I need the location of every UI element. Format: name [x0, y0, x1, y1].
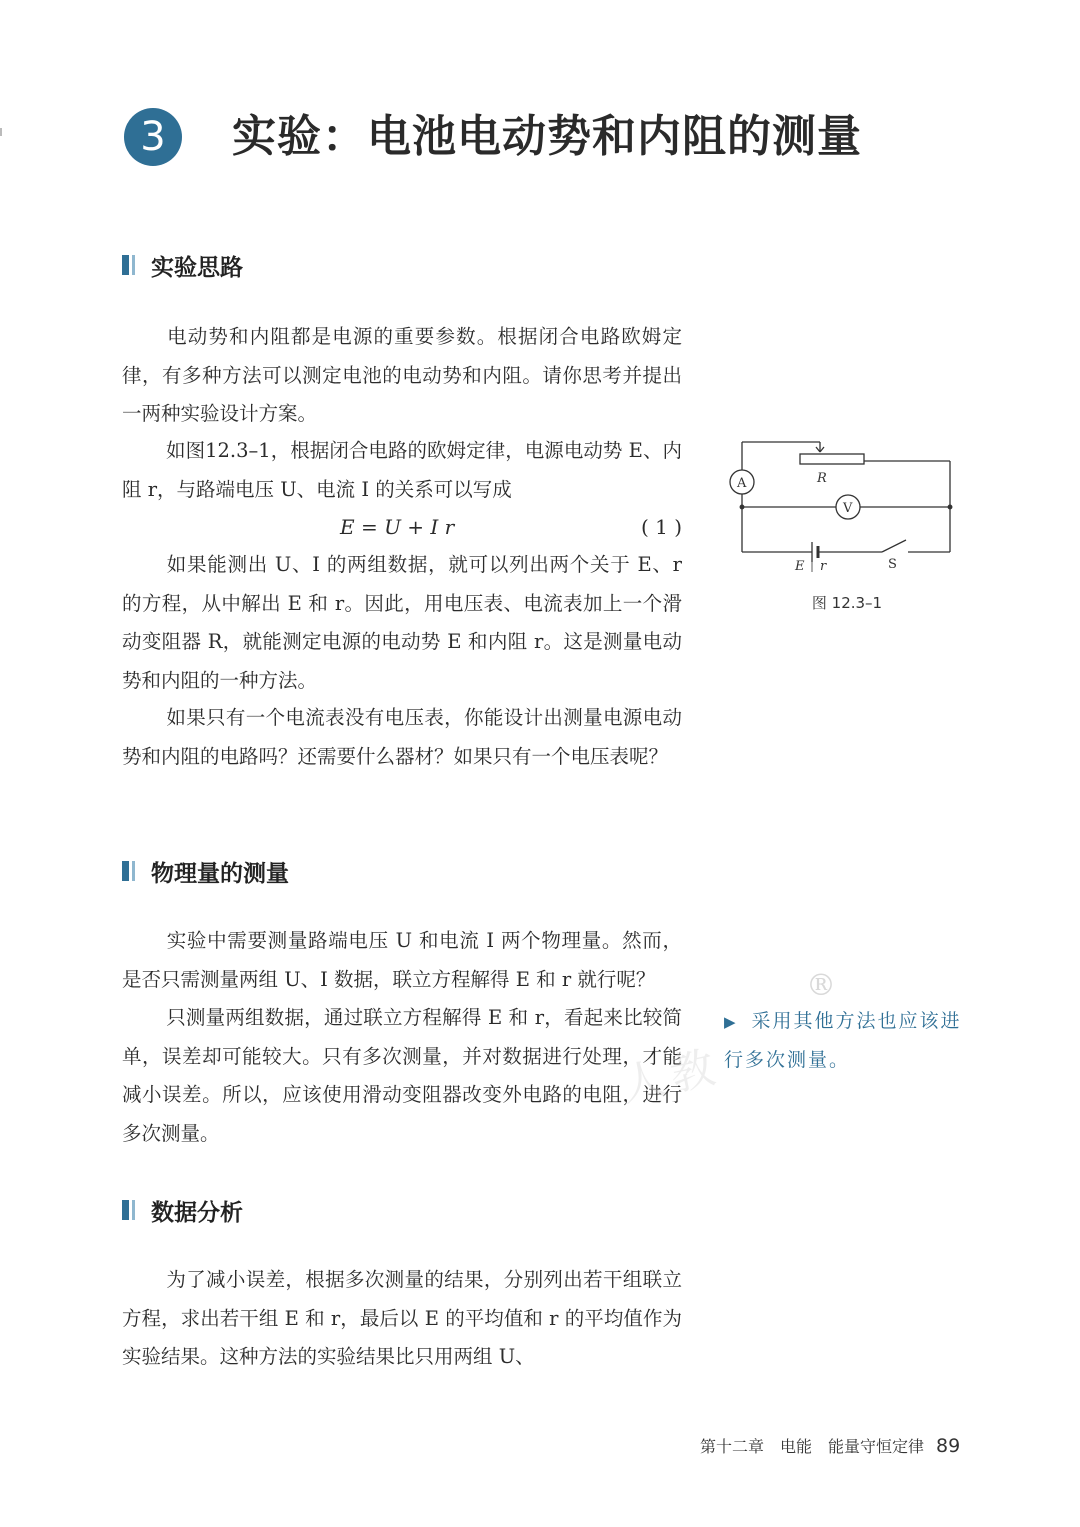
label-V: V [843, 501, 853, 516]
label-E: E [795, 559, 805, 574]
rheostat-icon [800, 454, 864, 464]
switch-icon [882, 540, 906, 552]
paragraph-2: 如图12.3–1，根据闭合电路的欧姆定律，电源电动势 E、内阻 r，与路端电压 U、电流 I 的关系可以写成 [122, 439, 682, 501]
watermark-registered-icon: ® [806, 968, 836, 1003]
heading-experiment-idea [122, 250, 243, 280]
equation-line [122, 508, 682, 546]
heading-bar-icon [122, 861, 129, 881]
heading-bar-icon [122, 255, 129, 275]
paragraph-1: 电动势和内阻都是电源的重要参数。根据闭合电路欧姆定律，有多种方法可以测定电池的电动势和内阻。请你思考并提出一两种实验设计方案。 [122, 325, 682, 425]
paragraph-5: 实验中需要测量路端电压 U 和电流 I 两个物理量。然而，是否只需测量两组 U、I 数据，联立方程解得 E 和 r 就行呢？ [122, 929, 682, 991]
equation-number: ( 1 ) [640, 515, 682, 539]
label-A: A [737, 476, 747, 491]
label-r: r [820, 559, 827, 574]
heading-bar-icon [132, 1200, 135, 1220]
junction-dot [948, 505, 952, 509]
figure-caption: 图 12.3–1 [811, 594, 883, 612]
paragraph-4: 如果只有一个电流表没有电压表，你能设计出测量电源电动势和内阻的电路吗？还需要什么器材？如果只有一个电压表呢？ [122, 706, 682, 768]
section-number-badge: 3 [124, 108, 182, 166]
paragraph-7: 为了减小误差，根据多次测量的结果，分别列出若干组联立方程，求出若干组 E 和 r，最后以 E 的平均值和 r 的平均值作为实验结果。这种方法的实验结果比只用两组 U、 [122, 1268, 682, 1368]
page-edge-mark [0, 128, 2, 136]
label-S: S [888, 557, 897, 572]
footer-chapter: 第十二章 电能 能量守恒定律 [700, 1437, 925, 1456]
heading-data-analysis [122, 1195, 243, 1225]
triangle-right-icon: ▶ [724, 1013, 738, 1031]
heading-text: 数据分析 [151, 1199, 243, 1226]
equation: E = U + I r [340, 515, 455, 539]
label-R: R [817, 471, 827, 486]
page-number: 89 [936, 1435, 961, 1457]
heading-bar-icon [132, 255, 135, 275]
heading-bar-icon [132, 861, 135, 881]
paragraph-3: 如果能测出 U、I 的两组数据，就可以列出两个关于 E、r 的方程，从中解出 E 和 r。因此，用电压表、电流表加上一个滑动变阻器 R，就能测定电源的电动势 E 和内阻 r。这是测量电动势和内阻的一种方法。 [122, 553, 682, 692]
paragraph-6: 只测量两组数据，通过联立方程解得 E 和 r，看起来比较简单，误差却可能较大。只有多次测量，并对数据进行处理，才能减小误差。所以，应该使用滑动变阻器改变外电路的电阻，进行多次测量。 [122, 1006, 682, 1145]
margin-note: ▶ 采用其他方法也应该进行多次测量。 [724, 1010, 962, 1071]
heading-measurement [122, 856, 289, 886]
circuit-diagram [722, 430, 962, 580]
heading-text: 实验思路 [151, 254, 243, 281]
watermark: 人教 [616, 1041, 726, 1112]
page-title: 实验：电池电动势和内阻的测量 [232, 111, 862, 162]
heading-bar-icon [122, 1200, 129, 1220]
junction-dot [740, 505, 744, 509]
heading-text: 物理量的测量 [151, 860, 289, 887]
page-footer [700, 1434, 960, 1457]
